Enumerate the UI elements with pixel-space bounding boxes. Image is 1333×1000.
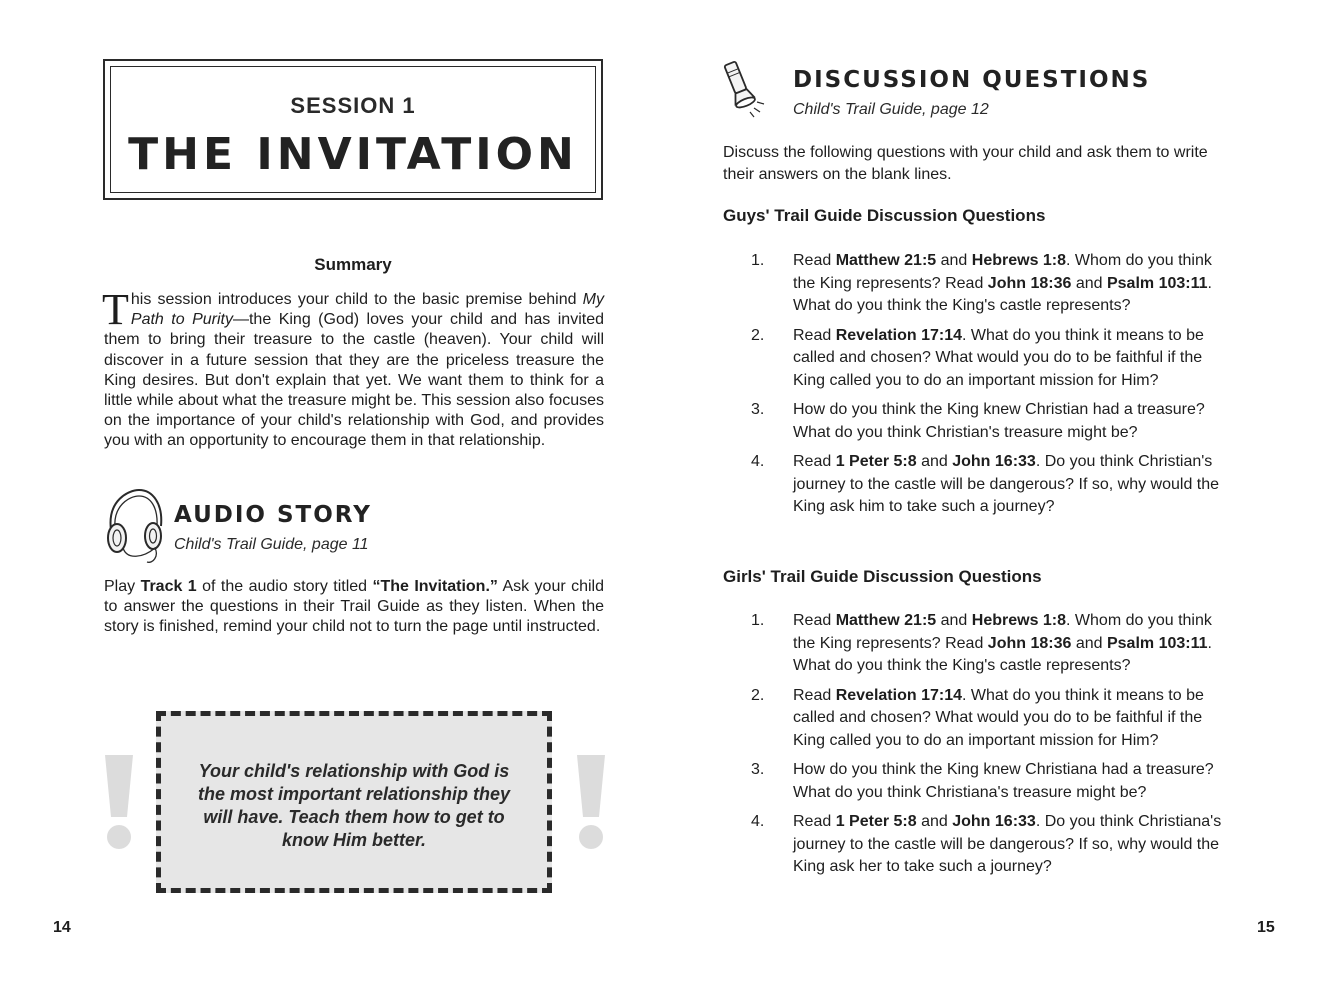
flashlight-icon [720, 58, 768, 118]
callout-text: Your child's relationship with God is the most important relationship they will have. Teach them how to get to know Him better. [197, 761, 511, 850]
list-item: 2. Read Revelation 17:14. What do you think it means to be called and chosen? What would you do to be faithful if the King called you to do an important mission for Him? [751, 326, 1204, 389]
guys-questions-heading: Guys' Trail Guide Discussion Questions [723, 206, 1046, 225]
right-page [667, 0, 1333, 1000]
audio-story-heading: AUDIO STORY [174, 502, 372, 528]
girls-questions-heading: Girls' Trail Guide Discussion Questions [723, 567, 1042, 586]
page-number-right: 15 [1257, 919, 1275, 936]
list-item: 1. Read Matthew 21:5 and Hebrews 1:8. Whom do you think the King represents? Read John 18:36 and Psalm 103:11. What do you think the King's castle represents? [751, 252, 1212, 314]
exclamation-icon-left [102, 753, 136, 851]
list-item: 2. Read Revelation 17:14. What do you think it means to be called and chosen? What would you do to be faithful if the King called you to do an important mission for Him? [751, 686, 1204, 749]
session-title-box [103, 59, 603, 200]
page-number-left: 14 [53, 919, 71, 936]
discussion-questions-subheading: Child's Trail Guide, page 12 [793, 101, 989, 118]
callout-box [156, 711, 552, 893]
list-item: 4. Read 1 Peter 5:8 and John 16:33. Do you think Christiana's journey to the castle will be dangerous? If so, why would the King ask her to take such a journey? [751, 813, 1222, 875]
session-label: SESSION 1 [290, 93, 416, 118]
list-item: 3. How do you think the King knew Christiana had a treasure? What do you think Christiana's treasure might be? [751, 761, 1214, 801]
summary-heading: Summary [314, 255, 392, 274]
headphones-icon [103, 486, 165, 566]
list-item: 4. Read 1 Peter 5:8 and John 16:33. Do you think Christian's journey to the castle will be dangerous? If so, why would the King ask him to take such a journey? [751, 453, 1220, 515]
guys-question-list [723, 250, 1233, 526]
session-title-inner-border [110, 66, 596, 193]
drop-cap: T [102, 285, 129, 334]
discussion-questions-heading: DISCUSSION QUESTIONS [793, 67, 1151, 93]
list-item: 3. How do you think the King knew Christian had a treasure? What do you think Christian's treasure might be? [751, 401, 1205, 441]
audio-story-paragraph: Play Track 1 of the audio story titled “The Invitation.” Ask your child to answer the questions in their Trail Guide as they listen. When the story is finished, remind your child not to turn the page until instructed. [104, 578, 605, 636]
exclamation-icon-right [574, 753, 608, 851]
session-title: THE INVITATION [128, 129, 578, 180]
audio-story-subheading: Child's Trail Guide, page 11 [174, 536, 369, 553]
girls-question-list [723, 610, 1233, 886]
discussion-intro: Discuss the following questions with your child and ask them to write their answers on the blank lines. [723, 144, 1208, 183]
left-page [0, 0, 666, 1000]
list-item: 1. Read Matthew 21:5 and Hebrews 1:8. Whom do you think the King represents? Read John 18:36 and Psalm 103:11. What do you think the King's castle represents? [751, 612, 1212, 674]
summary-paragraph: This session introduces your child to the basic premise behind My Path to Purity—the King (God) loves your child and has invited them to bring their treasure to the castle (heaven). Your child will discover in a future session that they are the priceless treasure the King desires. But don't explain that yet. We want them to think for a little while about what the treasure might be. This session also focuses on the importance of your child's relationship with God, and provides you with an opportunity to encourage them in that relationship. [102, 285, 604, 450]
